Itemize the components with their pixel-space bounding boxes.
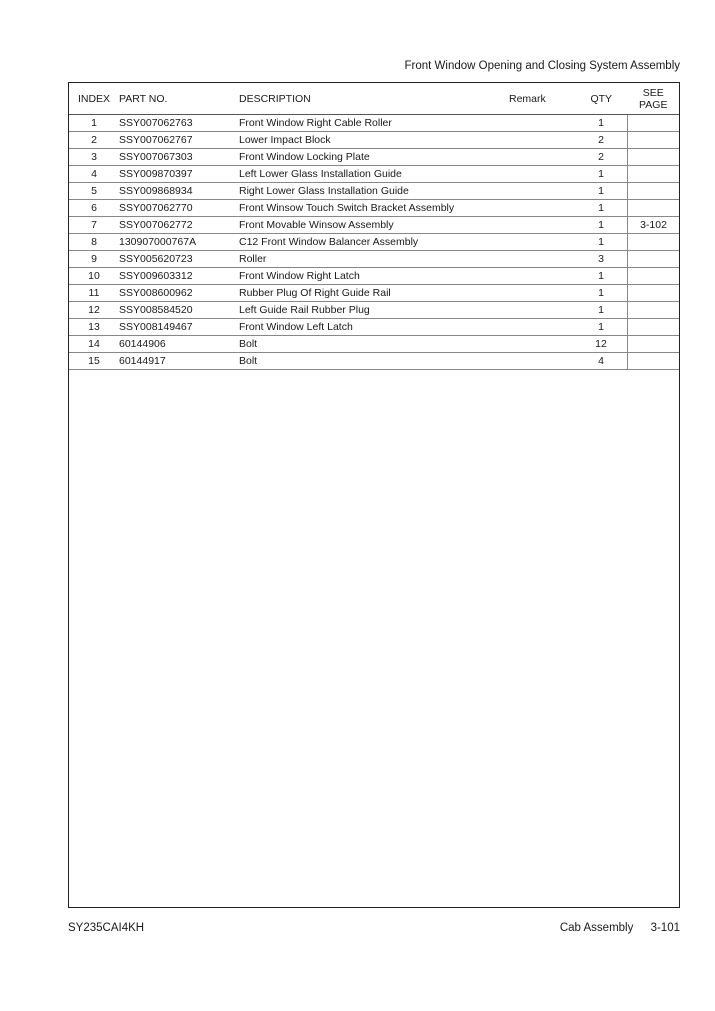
cell-index: 14 bbox=[69, 336, 119, 353]
cell-index: 3 bbox=[69, 149, 119, 166]
cell-qty: 1 bbox=[575, 183, 628, 200]
table-row bbox=[69, 319, 679, 336]
cell-remark bbox=[509, 234, 575, 251]
cell-description: Front Window Right Cable Roller bbox=[239, 115, 509, 132]
cell-part-no: SSY007062767 bbox=[119, 132, 239, 149]
table-row bbox=[69, 132, 679, 149]
cell-index: 9 bbox=[69, 251, 119, 268]
cell-part-no: 60144917 bbox=[119, 353, 239, 370]
cell-qty: 4 bbox=[575, 353, 628, 370]
table-row bbox=[69, 166, 679, 183]
cell-qty: 1 bbox=[575, 166, 628, 183]
cell-index: 1 bbox=[69, 115, 119, 132]
cell-remark bbox=[509, 166, 575, 183]
cell-part-no: SSY007062770 bbox=[119, 200, 239, 217]
table-row bbox=[69, 336, 679, 353]
cell-index: 2 bbox=[69, 132, 119, 149]
cell-see-page bbox=[628, 319, 680, 336]
cell-remark bbox=[509, 217, 575, 234]
cell-index: 6 bbox=[69, 200, 119, 217]
cell-description: Right Lower Glass Installation Guide bbox=[239, 183, 509, 200]
cell-see-page bbox=[628, 132, 680, 149]
cell-see-page bbox=[628, 149, 680, 166]
cell-qty: 3 bbox=[575, 251, 628, 268]
footer-section-page bbox=[560, 922, 680, 934]
table-row bbox=[69, 217, 679, 234]
cell-description: Front Window Left Latch bbox=[239, 319, 509, 336]
footer-section-name: Cab Assembly bbox=[559, 922, 634, 934]
cell-remark bbox=[509, 115, 575, 132]
cell-index: 4 bbox=[69, 166, 119, 183]
cell-see-page bbox=[628, 353, 680, 370]
cell-description: Bolt bbox=[239, 353, 509, 370]
see-page-label-line2: PAGE bbox=[639, 98, 668, 111]
cell-remark bbox=[509, 319, 575, 336]
cell-index: 5 bbox=[69, 183, 119, 200]
cell-remark bbox=[509, 336, 575, 353]
table-row bbox=[69, 115, 679, 132]
cell-part-no: SSY007067303 bbox=[119, 149, 239, 166]
cell-description: Left Lower Glass Installation Guide bbox=[239, 166, 509, 183]
page-header-title: Front Window Opening and Closing System Assembly bbox=[404, 60, 680, 72]
table-row bbox=[69, 285, 679, 302]
cell-part-no: SSY009870397 bbox=[119, 166, 239, 183]
column-header-see-page bbox=[628, 83, 680, 115]
cell-see-page: 3-102 bbox=[628, 217, 680, 234]
cell-part-no: SSY009603312 bbox=[119, 268, 239, 285]
column-header-index: INDEX bbox=[69, 83, 119, 115]
cell-part-no: 60144906 bbox=[119, 336, 239, 353]
cell-qty: 2 bbox=[575, 149, 628, 166]
cell-qty: 1 bbox=[575, 217, 628, 234]
cell-qty: 1 bbox=[575, 268, 628, 285]
cell-remark bbox=[509, 132, 575, 149]
cell-part-no: SSY007062763 bbox=[119, 115, 239, 132]
cell-description: C12 Front Window Balancer Assembly bbox=[239, 234, 509, 251]
table-row bbox=[69, 353, 679, 370]
footer-page-number: 3-101 bbox=[650, 922, 680, 934]
cell-see-page bbox=[628, 166, 680, 183]
cell-qty: 12 bbox=[575, 336, 628, 353]
cell-remark bbox=[509, 268, 575, 285]
parts-table bbox=[69, 83, 679, 370]
cell-see-page bbox=[628, 200, 680, 217]
cell-description: Front Window Locking Plate bbox=[239, 149, 509, 166]
cell-qty: 1 bbox=[575, 319, 628, 336]
column-header-remark: Remark bbox=[509, 83, 575, 115]
cell-remark bbox=[509, 251, 575, 268]
cell-see-page bbox=[628, 302, 680, 319]
cell-description: Rubber Plug Of Right Guide Rail bbox=[239, 285, 509, 302]
table-row bbox=[69, 149, 679, 166]
cell-index: 8 bbox=[69, 234, 119, 251]
cell-part-no: SSY008149467 bbox=[119, 319, 239, 336]
cell-see-page bbox=[628, 268, 680, 285]
cell-description: Bolt bbox=[239, 336, 509, 353]
footer-model-code: SY235CAI4KH bbox=[68, 922, 145, 934]
cell-remark bbox=[509, 285, 575, 302]
cell-see-page bbox=[628, 183, 680, 200]
cell-index: 10 bbox=[69, 268, 119, 285]
cell-remark bbox=[509, 200, 575, 217]
cell-qty: 1 bbox=[575, 302, 628, 319]
cell-see-page bbox=[628, 285, 680, 302]
column-header-qty: QTY bbox=[575, 83, 628, 115]
cell-index: 12 bbox=[69, 302, 119, 319]
cell-qty: 1 bbox=[575, 200, 628, 217]
cell-qty: 2 bbox=[575, 132, 628, 149]
table-row bbox=[69, 200, 679, 217]
column-header-part-no: PART NO. bbox=[119, 83, 239, 115]
cell-description: Front Winsow Touch Switch Bracket Assembly bbox=[239, 200, 509, 217]
cell-index: 7 bbox=[69, 217, 119, 234]
cell-remark bbox=[509, 183, 575, 200]
cell-qty: 1 bbox=[575, 234, 628, 251]
cell-description: Front Movable Winsow Assembly bbox=[239, 217, 509, 234]
cell-remark bbox=[509, 302, 575, 319]
cell-description: Roller bbox=[239, 251, 509, 268]
cell-see-page bbox=[628, 234, 680, 251]
table-row bbox=[69, 183, 679, 200]
table-row bbox=[69, 251, 679, 268]
cell-description: Left Guide Rail Rubber Plug bbox=[239, 302, 509, 319]
cell-index: 15 bbox=[69, 353, 119, 370]
table-row bbox=[69, 234, 679, 251]
table-row bbox=[69, 268, 679, 285]
table-header-row bbox=[69, 83, 679, 115]
parts-list-frame bbox=[68, 82, 680, 908]
see-page-label-line1: SEE bbox=[642, 86, 664, 99]
cell-description: Front Window Right Latch bbox=[239, 268, 509, 285]
cell-part-no: SSY008584520 bbox=[119, 302, 239, 319]
cell-index: 11 bbox=[69, 285, 119, 302]
cell-see-page bbox=[628, 336, 680, 353]
cell-remark bbox=[509, 149, 575, 166]
cell-see-page bbox=[628, 251, 680, 268]
cell-see-page bbox=[628, 115, 680, 132]
cell-qty: 1 bbox=[575, 285, 628, 302]
cell-part-no: SSY009868934 bbox=[119, 183, 239, 200]
cell-part-no: 130907000767A bbox=[119, 234, 239, 251]
cell-qty: 1 bbox=[575, 115, 628, 132]
cell-remark bbox=[509, 353, 575, 370]
cell-part-no: SSY007062772 bbox=[119, 217, 239, 234]
cell-part-no: SSY008600962 bbox=[119, 285, 239, 302]
column-header-description: DESCRIPTION bbox=[239, 83, 509, 115]
cell-index: 13 bbox=[69, 319, 119, 336]
table-row bbox=[69, 302, 679, 319]
cell-description: Lower Impact Block bbox=[239, 132, 509, 149]
cell-part-no: SSY005620723 bbox=[119, 251, 239, 268]
